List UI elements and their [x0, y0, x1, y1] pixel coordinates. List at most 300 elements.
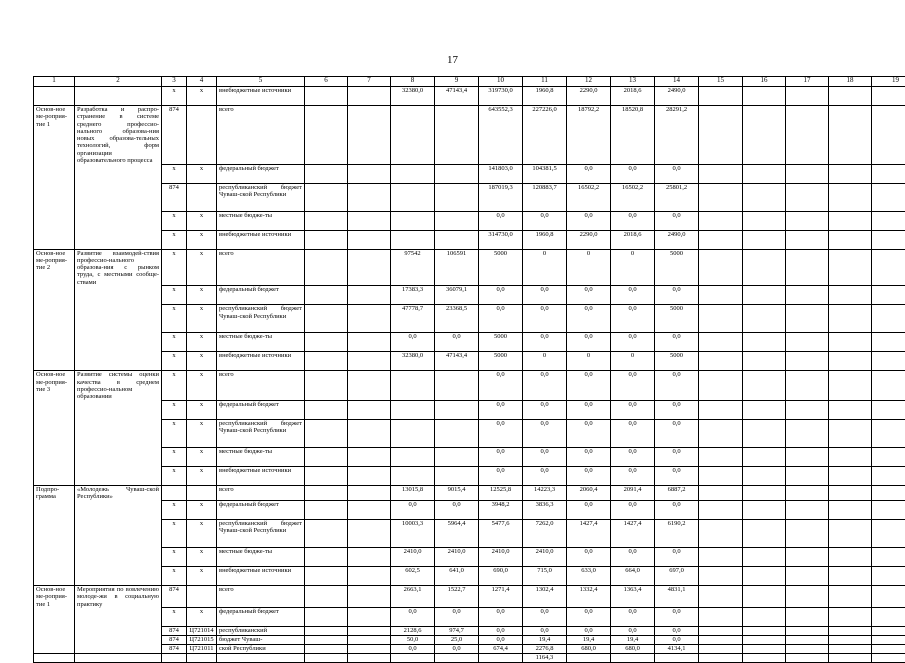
- table-cell: 47778,7: [391, 305, 435, 333]
- table-cell: [305, 371, 348, 401]
- table-cell: [872, 501, 905, 520]
- table-cell: [34, 520, 75, 548]
- table-cell: [872, 401, 905, 420]
- table-row: [34, 249, 905, 286]
- table-cell: Развитие системы оценки качества в среднем профессио-нальном образовании: [75, 371, 162, 401]
- table-cell: [829, 654, 872, 663]
- table-cell: [786, 87, 829, 106]
- table-cell: [348, 520, 391, 548]
- table-cell: x: [162, 211, 187, 230]
- table-cell: [34, 401, 75, 420]
- table-cell: [75, 333, 162, 352]
- table-cell: [699, 333, 743, 352]
- table-cell: [829, 567, 872, 586]
- table-row: [34, 654, 905, 663]
- table-header: [34, 77, 905, 87]
- table-row: [34, 333, 905, 352]
- table-cell: 0,0: [611, 627, 655, 636]
- table-cell: [34, 211, 75, 230]
- table-cell: [743, 548, 786, 567]
- table-cell: 0,0: [611, 371, 655, 401]
- table-cell: 6190,2: [655, 520, 699, 548]
- table-row: [34, 448, 905, 467]
- table-cell: [217, 654, 305, 663]
- table-cell: [743, 636, 786, 645]
- table-cell: 9015,4: [435, 486, 479, 501]
- table-cell: x: [187, 567, 217, 586]
- table-cell: 0,0: [523, 286, 567, 305]
- table-cell: [699, 87, 743, 106]
- table-cell: [348, 636, 391, 645]
- table-cell: [435, 371, 479, 401]
- header-cell-8: 8: [391, 77, 435, 87]
- table-cell: ской Республики: [217, 645, 305, 654]
- table-cell: [786, 305, 829, 333]
- table-cell: 12525,8: [479, 486, 523, 501]
- table-cell: [699, 654, 743, 663]
- table-cell: 0,0: [435, 501, 479, 520]
- table-cell: [829, 164, 872, 183]
- table-cell: [305, 467, 348, 486]
- header-cell-15: 15: [699, 77, 743, 87]
- table-cell: 1332,4: [567, 586, 611, 608]
- table-cell: 25801,2: [655, 183, 699, 211]
- table-cell: Ц721015: [187, 636, 217, 645]
- table-cell: [305, 401, 348, 420]
- table-cell: 0,0: [655, 636, 699, 645]
- table-cell: 14223,3: [523, 486, 567, 501]
- table-cell: 97542: [391, 249, 435, 286]
- table-cell: [34, 567, 75, 586]
- table-cell: [743, 420, 786, 448]
- table-cell: 2410,0: [391, 548, 435, 567]
- table-cell: 47143,4: [435, 352, 479, 371]
- table-cell: 0,0: [523, 371, 567, 401]
- table-cell: 13015,8: [391, 486, 435, 501]
- table-cell: [786, 371, 829, 401]
- table-row: [34, 586, 905, 608]
- table-cell: 5000: [655, 352, 699, 371]
- table-cell: [34, 352, 75, 371]
- table-cell: [34, 333, 75, 352]
- table-cell: [305, 211, 348, 230]
- table-cell: Основ-ное ме-роприя-тие 1: [34, 106, 75, 165]
- table-cell: бюджет Чуваш-: [217, 636, 305, 645]
- table-cell: [872, 286, 905, 305]
- table-cell: [743, 627, 786, 636]
- table-cell: [829, 249, 872, 286]
- table-cell: 0,0: [523, 608, 567, 627]
- table-cell: 0,0: [655, 371, 699, 401]
- table-cell: [75, 501, 162, 520]
- table-cell: [34, 548, 75, 567]
- table-cell: 2663,1: [391, 586, 435, 608]
- table-cell: [305, 448, 348, 467]
- table-cell: [699, 371, 743, 401]
- table-cell: 5477,6: [479, 520, 523, 548]
- table-cell: [611, 654, 655, 663]
- table-cell: [786, 636, 829, 645]
- table-cell: 0,0: [611, 164, 655, 183]
- table-cell: x: [187, 371, 217, 401]
- table-cell: [872, 305, 905, 333]
- table-cell: x: [187, 420, 217, 448]
- table-cell: [34, 654, 75, 663]
- table-cell: [567, 654, 611, 663]
- header-cell-19: 19: [872, 77, 905, 87]
- table-cell: [699, 627, 743, 636]
- table-cell: [391, 401, 435, 420]
- table-cell: 1271,4: [479, 586, 523, 608]
- table-cell: [743, 654, 786, 663]
- table-cell: [829, 352, 872, 371]
- table-cell: республиканский бюджет Чуваш-ской Республики: [217, 420, 305, 448]
- table-cell: [391, 448, 435, 467]
- header-cell-17: 17: [786, 77, 829, 87]
- table-cell: [305, 183, 348, 211]
- table-row: [34, 645, 905, 654]
- table-cell: местные бюдже-ты: [217, 333, 305, 352]
- table-cell: федеральный бюджет: [217, 286, 305, 305]
- table-cell: 3836,3: [523, 501, 567, 520]
- table-cell: [305, 654, 348, 663]
- table-cell: всего: [217, 486, 305, 501]
- table-cell: 0,0: [479, 211, 523, 230]
- table-cell: [435, 183, 479, 211]
- table-cell: 1363,4: [611, 586, 655, 608]
- table-cell: 28291,2: [655, 106, 699, 165]
- table-cell: x: [187, 87, 217, 106]
- table-cell: 0: [567, 352, 611, 371]
- table-cell: [743, 352, 786, 371]
- table-cell: [435, 654, 479, 663]
- table-cell: [743, 305, 786, 333]
- table-row: [34, 106, 905, 165]
- table-cell: [743, 501, 786, 520]
- table-cell: x: [162, 420, 187, 448]
- table-cell: [786, 548, 829, 567]
- table-cell: [305, 586, 348, 608]
- table-cell: местные бюдже-ты: [217, 548, 305, 567]
- table-cell: [348, 548, 391, 567]
- table-cell: 0,0: [479, 467, 523, 486]
- table-cell: [872, 164, 905, 183]
- table-cell: [75, 401, 162, 420]
- table-cell: 602,5: [391, 567, 435, 586]
- table-row: [34, 286, 905, 305]
- table-cell: [305, 286, 348, 305]
- table-cell: 0,0: [391, 501, 435, 520]
- table-cell: 0,0: [479, 371, 523, 401]
- table-cell: [348, 627, 391, 636]
- table-cell: [699, 164, 743, 183]
- table-cell: [829, 230, 872, 249]
- table-cell: [348, 448, 391, 467]
- table-cell: 0,0: [567, 608, 611, 627]
- table-row: [34, 371, 905, 401]
- table-cell: 1302,4: [523, 586, 567, 608]
- table-cell: x: [187, 352, 217, 371]
- table-cell: [699, 420, 743, 448]
- table-cell: [829, 371, 872, 401]
- table-cell: [786, 654, 829, 663]
- table-cell: федеральный бюджет: [217, 401, 305, 420]
- table-cell: 2060,4: [567, 486, 611, 501]
- table-cell: 18792,2: [567, 106, 611, 165]
- table-cell: 1427,4: [567, 520, 611, 548]
- table-cell: [391, 654, 435, 663]
- table-cell: [348, 567, 391, 586]
- table-cell: [743, 106, 786, 165]
- table-cell: 2128,6: [391, 627, 435, 636]
- table-cell: [743, 211, 786, 230]
- table-cell: [829, 183, 872, 211]
- table-cell: 0,0: [611, 305, 655, 333]
- table-cell: [348, 230, 391, 249]
- table-cell: [699, 286, 743, 305]
- table-cell: 633,0: [567, 567, 611, 586]
- table-cell: [872, 520, 905, 548]
- table-cell: республиканский: [217, 627, 305, 636]
- table-cell: [75, 467, 162, 486]
- table-cell: [187, 586, 217, 608]
- table-cell: [435, 164, 479, 183]
- table-cell: Ц721014: [187, 627, 217, 636]
- table-cell: 0,0: [611, 467, 655, 486]
- table-cell: 0,0: [479, 401, 523, 420]
- table-cell: 0,0: [655, 501, 699, 520]
- table-cell: «Молодежь Чуваш-ской Республики»: [75, 486, 162, 501]
- table-cell: [699, 448, 743, 467]
- table-cell: [391, 371, 435, 401]
- table-cell: [391, 467, 435, 486]
- table-row: [34, 183, 905, 211]
- header-cell-1: 1: [34, 77, 75, 87]
- table-cell: x: [162, 467, 187, 486]
- table-cell: 874: [162, 645, 187, 654]
- table-cell: 0,0: [567, 420, 611, 448]
- table-cell: [75, 608, 162, 627]
- table-cell: [162, 654, 187, 663]
- budget-table: [33, 76, 905, 663]
- table-cell: [305, 567, 348, 586]
- table-cell: [872, 333, 905, 352]
- table-cell: [699, 548, 743, 567]
- table-cell: 36079,1: [435, 286, 479, 305]
- table-cell: x: [162, 567, 187, 586]
- table-cell: 874: [162, 106, 187, 165]
- table-cell: 0,0: [611, 501, 655, 520]
- table-cell: [743, 286, 786, 305]
- table-cell: 0,0: [479, 608, 523, 627]
- table-cell: 50,0: [391, 636, 435, 645]
- table-cell: [348, 333, 391, 352]
- header-cell-13: 13: [611, 77, 655, 87]
- table-cell: 0,0: [655, 608, 699, 627]
- table-cell: [305, 636, 348, 645]
- table-cell: 0,0: [611, 548, 655, 567]
- table-cell: [305, 352, 348, 371]
- table-cell: 3948,2: [479, 501, 523, 520]
- table-cell: [34, 305, 75, 333]
- table-cell: 690,0: [479, 567, 523, 586]
- table-cell: [34, 183, 75, 211]
- table-cell: [786, 183, 829, 211]
- table-cell: внебюджетные источники: [217, 230, 305, 249]
- table-row: [34, 501, 905, 520]
- table-cell: [305, 645, 348, 654]
- table-cell: 17383,3: [391, 286, 435, 305]
- table-cell: 18520,8: [611, 106, 655, 165]
- table-cell: 0,0: [391, 608, 435, 627]
- table-cell: [75, 567, 162, 586]
- table-cell: [699, 486, 743, 501]
- table-cell: [435, 401, 479, 420]
- table-cell: [305, 230, 348, 249]
- table-row: [34, 627, 905, 636]
- table-cell: 680,0: [611, 645, 655, 654]
- table-cell: республиканский бюджет Чуваш-ской Республики: [217, 183, 305, 211]
- table-cell: [391, 183, 435, 211]
- table-cell: [34, 608, 75, 627]
- table-cell: [305, 420, 348, 448]
- table-row: [34, 305, 905, 333]
- table-cell: x: [162, 371, 187, 401]
- table-cell: [743, 371, 786, 401]
- table-cell: 0,0: [523, 420, 567, 448]
- table-cell: [829, 87, 872, 106]
- table-cell: 664,0: [611, 567, 655, 586]
- table-cell: x: [187, 164, 217, 183]
- table-cell: 106591: [435, 249, 479, 286]
- table-cell: [348, 211, 391, 230]
- table-cell: 2490,0: [655, 230, 699, 249]
- table-cell: [75, 520, 162, 548]
- table-cell: Ц721011: [187, 645, 217, 654]
- header-cell-10: 10: [479, 77, 523, 87]
- table-cell: x: [187, 501, 217, 520]
- table-cell: 0,0: [391, 333, 435, 352]
- table-cell: [743, 586, 786, 608]
- table-cell: [872, 87, 905, 106]
- table-cell: [305, 333, 348, 352]
- table-cell: [743, 183, 786, 211]
- table-cell: 32380,0: [391, 352, 435, 371]
- table-cell: [34, 286, 75, 305]
- table-row: [34, 520, 905, 548]
- table-cell: 0: [611, 249, 655, 286]
- header-cell-14: 14: [655, 77, 699, 87]
- table-cell: [75, 420, 162, 448]
- table-cell: [786, 467, 829, 486]
- table-cell: 0,0: [567, 501, 611, 520]
- table-cell: 16502,2: [567, 183, 611, 211]
- table-cell: [829, 548, 872, 567]
- table-cell: 0,0: [567, 211, 611, 230]
- table-cell: 0,0: [567, 333, 611, 352]
- table-cell: [699, 401, 743, 420]
- table-cell: 2290,0: [567, 87, 611, 106]
- table-cell: [348, 654, 391, 663]
- table-cell: [348, 467, 391, 486]
- table-cell: [872, 567, 905, 586]
- table-cell: 0,0: [611, 286, 655, 305]
- table-cell: [75, 627, 162, 636]
- table-cell: x: [187, 305, 217, 333]
- table-cell: [187, 183, 217, 211]
- table-cell: x: [162, 164, 187, 183]
- table-cell: x: [162, 249, 187, 286]
- table-cell: внебюджетные источники: [217, 567, 305, 586]
- table-cell: [391, 420, 435, 448]
- table-cell: [786, 420, 829, 448]
- table-cell: 25,0: [435, 636, 479, 645]
- table-cell: федеральный бюджет: [217, 608, 305, 627]
- table-cell: [829, 467, 872, 486]
- table-cell: [348, 645, 391, 654]
- table-cell: [743, 467, 786, 486]
- table-cell: x: [187, 211, 217, 230]
- table-cell: 1427,4: [611, 520, 655, 548]
- table-cell: местные бюдже-ты: [217, 211, 305, 230]
- header-cell-16: 16: [743, 77, 786, 87]
- table-cell: [829, 420, 872, 448]
- table-cell: [348, 305, 391, 333]
- table-cell: [699, 211, 743, 230]
- table-cell: федеральный бюджет: [217, 164, 305, 183]
- header-cell-2: 2: [75, 77, 162, 87]
- table-cell: [786, 448, 829, 467]
- table-cell: [786, 567, 829, 586]
- table-cell: [743, 567, 786, 586]
- table-cell: [305, 87, 348, 106]
- table-cell: [829, 627, 872, 636]
- table-cell: [435, 420, 479, 448]
- table-cell: 0,0: [611, 211, 655, 230]
- table-cell: 0,0: [655, 333, 699, 352]
- table-cell: 19,4: [567, 636, 611, 645]
- header-cell-18: 18: [829, 77, 872, 87]
- table-cell: [75, 548, 162, 567]
- table-cell: [829, 286, 872, 305]
- table-cell: [305, 608, 348, 627]
- table-cell: [75, 286, 162, 305]
- table-row: [34, 211, 905, 230]
- table-cell: 0,0: [523, 448, 567, 467]
- table-cell: 0,0: [567, 627, 611, 636]
- table-cell: 5964,4: [435, 520, 479, 548]
- table-cell: 0,0: [567, 401, 611, 420]
- table-cell: 0,0: [435, 645, 479, 654]
- table-cell: [872, 106, 905, 165]
- table-cell: [34, 467, 75, 486]
- table-cell: 0,0: [611, 608, 655, 627]
- table-cell: 120883,7: [523, 183, 567, 211]
- table-cell: 2490,0: [655, 87, 699, 106]
- table-cell: [479, 654, 523, 663]
- table-cell: 874: [162, 586, 187, 608]
- table-row: [34, 636, 905, 645]
- header-cell-12: 12: [567, 77, 611, 87]
- table-cell: 1164,3: [523, 654, 567, 663]
- table-cell: [872, 352, 905, 371]
- table-cell: [162, 486, 187, 501]
- table-row: [34, 608, 905, 627]
- table-cell: [435, 230, 479, 249]
- header-cell-11: 11: [523, 77, 567, 87]
- table-cell: [699, 249, 743, 286]
- table-cell: [305, 520, 348, 548]
